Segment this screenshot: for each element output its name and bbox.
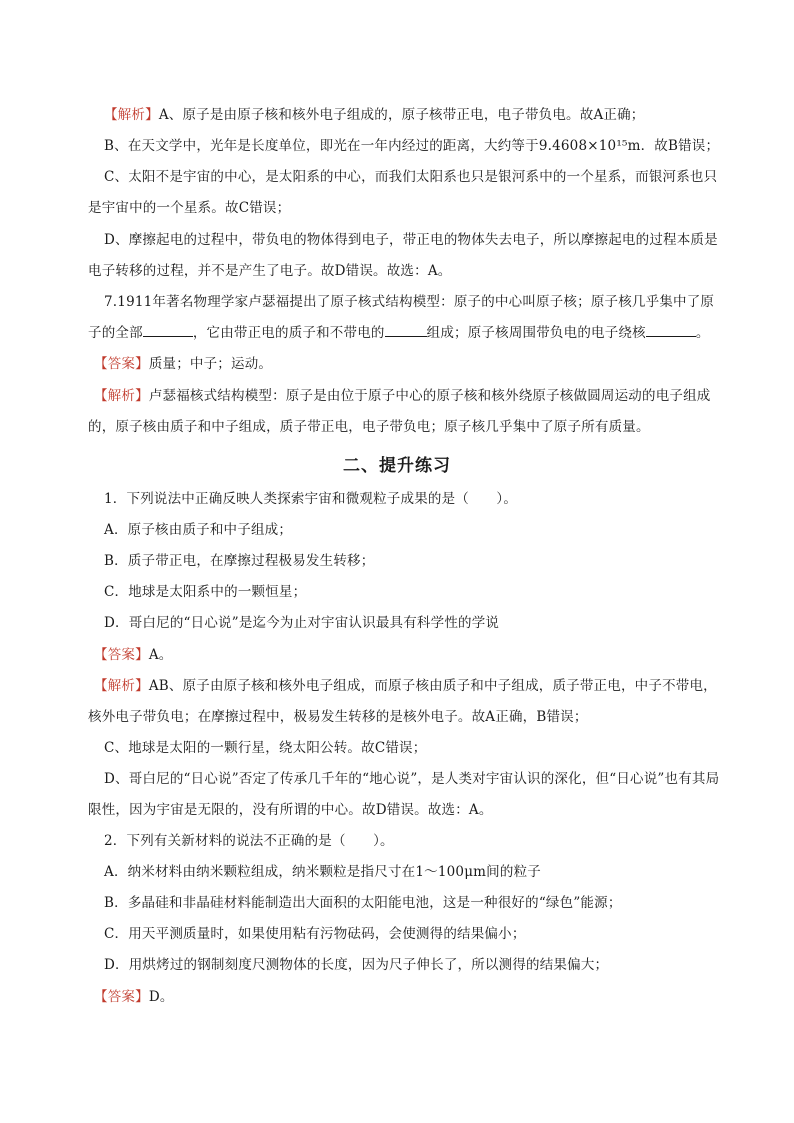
option-b-text: B．多晶硅和非晶硅材料能制造出大面积的太阳能电池，这是一种很好的“绿色”能源；: [104, 895, 622, 911]
question-1-option-b: [104, 546, 720, 577]
answer-text: D。: [148, 989, 174, 1005]
blank-2[interactable]: [385, 322, 427, 337]
answer-tag: 【答案】: [94, 356, 149, 372]
analysis-line-d: [88, 225, 720, 287]
option-d-text: D．哥白尼的“日心说”是迄今为止对宇宙认识最具有科学性的学说: [104, 615, 500, 631]
analysis-text: AB、原子由原子核和核外电子组成，而原子核由质子和中子组成，质子带正电，中子不带电，核外电子带负电；在摩擦过程中，极易发生转移的是核外电子。故A正确，B错误；: [88, 678, 717, 725]
analysis-d-text: D、哥白尼的“日心说”否定了传承几千年的“地心说”，是人类对宇宙认识的深化，但“日心说”也有其局限性，因为宇宙是无限的，没有所谓的中心。故D错误。故选：A。: [88, 771, 720, 818]
question-2-stem: [104, 826, 720, 857]
analysis-d-text: D、摩擦起电的过程中，带负电的物体得到电子，带正电的物体失去电子，所以摩擦起电的过程本质是电子转移的过程，并不是产生了电子。故D错误。故选：A。: [88, 232, 718, 279]
option-a-text: A．纳米材料由纳米颗粒组成，纳米颗粒是指尺寸在1～100μm间的粒子: [104, 864, 541, 880]
question-2-option-c: [104, 919, 720, 950]
analysis-c-text: C、地球是太阳的一颗行星，绕太阳公转。故C错误；: [104, 740, 427, 756]
answer-2: [94, 982, 710, 1013]
answer-tag: 【答案】: [94, 989, 149, 1005]
option-c-text: C．用天平测质量时，如果使用粘有污物砝码，会使测得的结果偏小；: [104, 926, 526, 942]
question-7-part1: 7.1911年著名物理学家卢瑟福提出了原子核式结构模型：原子的中心叫原子核；原子核几乎集中了原子的全部: [88, 294, 715, 341]
blank-1[interactable]: [143, 322, 193, 337]
question-2-option-b: [104, 888, 720, 919]
analysis-paragraph: [104, 100, 720, 131]
question-7-part2: ，它由带正电的质子和不带电的: [192, 325, 385, 341]
analysis-b-text: B、在天文学中，光年是长度单位，即光在一年内经过的距离，大约等于9.4608×10¹⁵m．故B错误；: [104, 138, 720, 154]
option-a-text: A．原子核由质子和中子组成；: [104, 522, 293, 538]
question-2-text: 2．下列有关新材料的说法不正确的是（ ）。: [104, 833, 394, 849]
question-2-option-d: [104, 950, 720, 981]
analysis-line-c: [88, 162, 720, 224]
analysis-text: A、原子是由原子核和核外电子组成的，原子核带正电，电子带负电。故A正确；: [158, 107, 645, 123]
analysis-text: 卢瑟福核式结构模型：原子是由位于原子中心的原子核和核外绕原子核做圆周运动的电子组成的，原子核由质子和中子组成，质子带正电，电子带负电；原子核几乎集中了原子所有质量。: [88, 388, 711, 435]
analysis-1-d: [88, 764, 720, 826]
blank-3[interactable]: [646, 322, 696, 337]
question-1-option-a: [104, 515, 720, 546]
option-d-text: D．用烘烤过的钢制刻度尺测物体的长度，因为尺子伸长了，所以测得的结果偏大；: [104, 957, 609, 973]
answer-text: A。: [148, 647, 173, 663]
analysis-line-b: [104, 131, 720, 162]
question-1-text: 1．下列说法中正确反映人类探索宇宙和微观粒子成果的是（ ）。: [104, 491, 518, 507]
question-7-part3: 组成；原子核周围带负电的电子绕核: [426, 325, 646, 341]
analysis-tag: 【解析】: [94, 388, 149, 404]
analysis-1-ab: [88, 671, 720, 733]
question-7: [88, 287, 720, 349]
answer-text: 质量；中子；运动。: [148, 356, 273, 372]
answer-7: [94, 349, 710, 380]
section-title: 二、提升练习: [343, 456, 451, 476]
analysis-tag: 【解析】: [104, 107, 159, 123]
answer-tag: 【答案】: [94, 647, 149, 663]
question-1-option-d: [104, 608, 720, 639]
answer-1: [94, 640, 710, 671]
analysis-7: [88, 381, 720, 443]
analysis-tag: 【解析】: [94, 678, 149, 694]
analysis-c-text: C、太阳不是宇宙的中心，是太阳系的中心，而我们太阳系也只是银河系中的一个星系，而银河系也只是宇宙中的一个星系。故C错误；: [88, 169, 718, 216]
option-c-text: C．地球是太阳系中的一颗恒星；: [104, 584, 307, 600]
analysis-1-c: [104, 733, 720, 764]
question-1-option-c: [104, 577, 720, 608]
question-7-part4: 。: [695, 325, 710, 341]
option-b-text: B．质子带正电，在摩擦过程极易发生转移；: [104, 553, 375, 569]
question-2-option-a: [104, 857, 720, 888]
question-1-stem: [104, 484, 720, 515]
